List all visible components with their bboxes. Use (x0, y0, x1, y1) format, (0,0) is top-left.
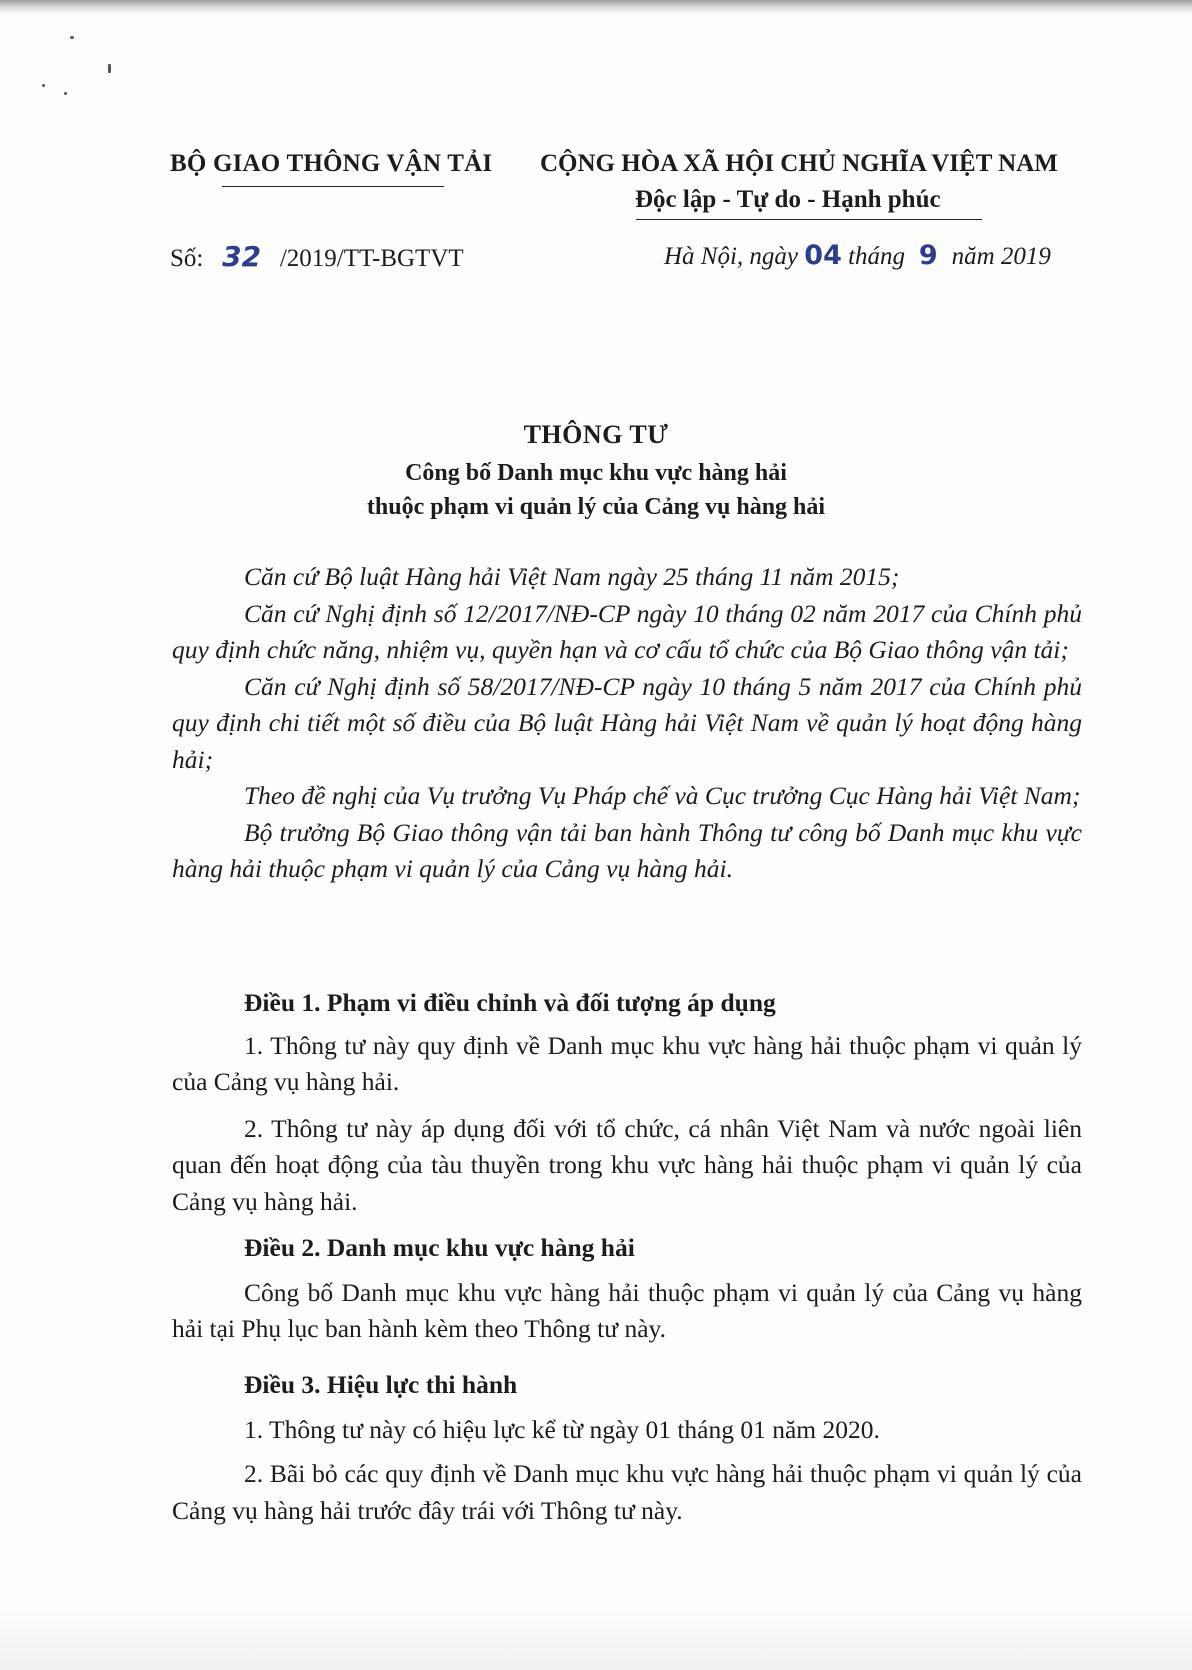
preamble-paragraph: Bộ trưởng Bộ Giao thông vận tải ban hành Thông tư công bố Danh mục khu vực hàng hải thuộc phạm vi quản lý của Cảng vụ hàng hải. (172, 817, 1082, 883)
article-1 (172, 985, 1082, 1220)
number-label: Số: (170, 245, 204, 272)
article-paragraph: Công bố Danh mục khu vực hàng hải thuộc phạm vi quản lý của Cảng vụ hàng hải tại Phụ lục ban hành kèm theo Thông tư này. (172, 1277, 1082, 1343)
preamble-paragraph: Theo đề nghị của Vụ trưởng Vụ Pháp chế và Cục trưởng Cục Hàng hải Việt Nam; (244, 781, 1081, 810)
national-motto: Độc lập - Tự do - Hạnh phúc (635, 186, 941, 213)
subtitle-line-2: thuộc phạm vi quản lý của Cảng vụ hàng hải (366, 494, 826, 520)
preamble-paragraph: Căn cứ Bộ luật Hàng hải Việt Nam ngày 25 tháng 11 năm 2015; (244, 562, 900, 591)
article-2 (172, 1230, 1082, 1348)
handwritten-month: 9 (918, 240, 938, 271)
article-paragraph: 2. Thông tư này áp dụng đối với tổ chức, cá nhân Việt Nam và nước ngoài liên quan đến hoạt động của tàu thuyền trong khu vực hàng hải thuộc phạm vi quản lý của Cảng vụ hàng hải. (172, 1113, 1082, 1216)
handwritten-day: 04 (804, 240, 842, 271)
article-heading: Điều 3. Hiệu lực thi hành (244, 1370, 518, 1399)
ministry-underline (222, 186, 444, 187)
preamble (172, 559, 1082, 888)
preamble-paragraph: Căn cứ Nghị định số 58/2017/NĐ-CP ngày 10 tháng 5 năm 2017 của Chính phủ quy định chi tiết một số điều của Bộ luật Hàng hải Việt Nam về quản lý hoạt động hàng hải; (172, 671, 1082, 774)
scan-speck (108, 64, 111, 73)
document-subtitle (0, 456, 1192, 524)
scan-speck (42, 84, 45, 87)
place-date (664, 240, 1051, 271)
preamble-paragraph: Căn cứ Nghị định số 12/2017/NĐ-CP ngày 10 tháng 02 năm 2017 của Chính phủ quy định chức năng, nhiệm vụ, quyền hạn và cơ cấu tổ chức của Bộ Giao thông vận tải; (172, 598, 1082, 664)
article-paragraph: 2. Bãi bỏ các quy định về Danh mục khu vực hàng hải thuộc phạm vi quản lý của Cảng vụ hàng hải trước đây trái với Thông tư này. (172, 1459, 1082, 1525)
scan-speck (70, 36, 74, 39)
article-heading: Điều 1. Phạm vi điều chỉnh và đối tượng áp dụng (244, 988, 776, 1017)
scan-bottom-shadow (0, 1610, 1192, 1670)
article-paragraph: 1. Thông tư này quy định về Danh mục khu vực hàng hải thuộc phạm vi quản lý của Cảng vụ hàng hải. (172, 1030, 1082, 1096)
scan-speck (64, 92, 67, 95)
republic-name: CỘNG HÒA XÃ HỘI CHỦ NGHĨA VIỆT NAM (540, 150, 1058, 177)
article-paragraph: 1. Thông tư này có hiệu lực kể từ ngày 01 tháng 01 năm 2020. (244, 1414, 880, 1444)
handwritten-number: 32 (222, 240, 262, 273)
ministry-name: BỘ GIAO THÔNG VẬN TẢI (170, 150, 493, 177)
month-label: tháng (848, 243, 906, 270)
year-text: năm 2019 (951, 243, 1051, 270)
article-3 (172, 1367, 1082, 1529)
number-suffix: /2019/TT-BGTVT (279, 245, 464, 272)
article-heading: Điều 2. Danh mục khu vực hàng hải (244, 1233, 635, 1262)
scan-edge-shadow (0, 0, 1192, 14)
place-prefix: Hà Nội, ngày (664, 243, 799, 270)
motto-underline (636, 219, 982, 220)
document-number (170, 240, 464, 273)
document-type-title: THÔNG TƯ (523, 420, 669, 449)
subtitle-line-1: Công bố Danh mục khu vực hàng hải (405, 460, 787, 486)
